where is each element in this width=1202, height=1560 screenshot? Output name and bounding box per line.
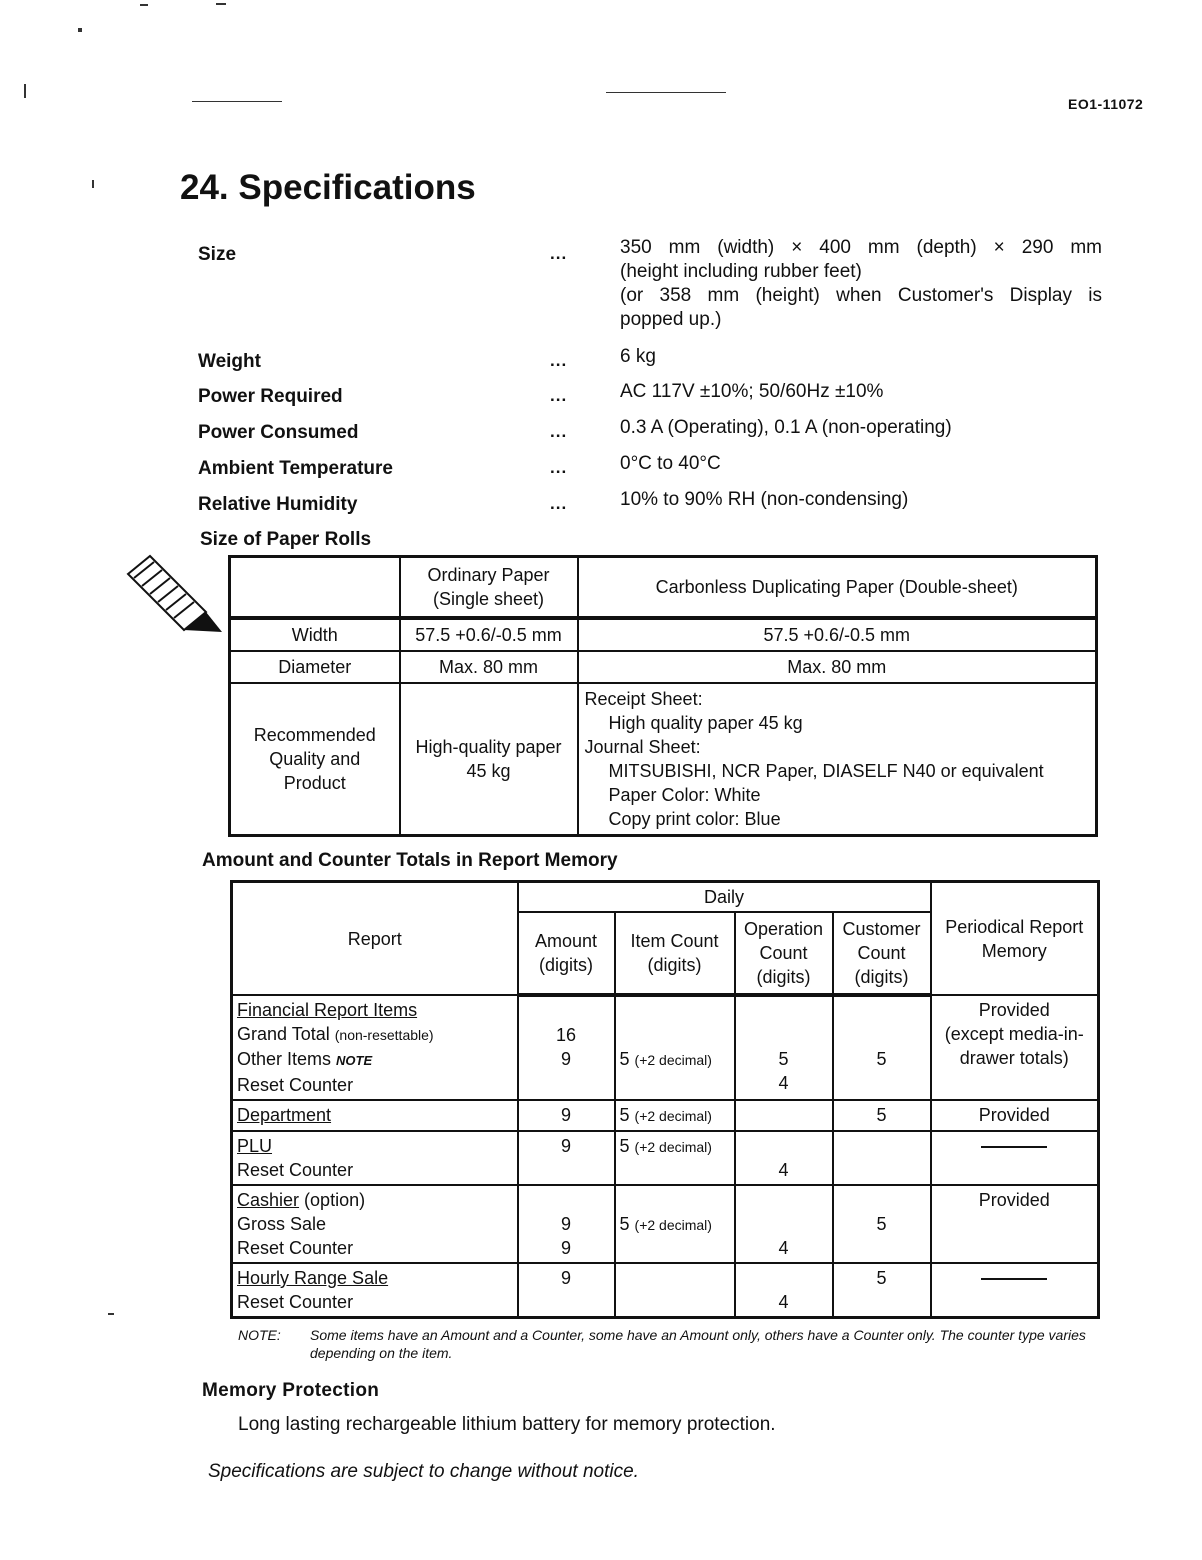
spec-label-weight: Weight — [198, 351, 261, 372]
journal-line: Paper Color: White — [608, 785, 761, 805]
item-count-value — [620, 1047, 730, 1072]
col-header-carbonless: Carbonless Duplicating Paper (Double-sheet) — [578, 557, 1097, 619]
department-item-count — [615, 1100, 735, 1131]
periodical-line: Provided — [978, 1190, 1050, 1210]
table-row — [232, 1185, 1099, 1263]
header-line: Count — [759, 943, 808, 963]
col-header-operation-count — [735, 912, 833, 995]
department-customer-count: 5 — [833, 1100, 931, 1131]
header-line: (digits) — [756, 967, 811, 987]
item-count-digits: 5 — [619, 1136, 630, 1156]
spec-size-line: (or 358 mm (height) when Customer's Display is — [620, 285, 1102, 306]
blank-line — [740, 1134, 828, 1158]
header-line: Ordinary Paper — [427, 565, 550, 585]
amount-value: 9 — [560, 1214, 571, 1234]
table-row — [230, 618, 1097, 651]
item-count-decimal: (+2 decimal) — [634, 1139, 712, 1155]
financial-operation-count — [735, 995, 833, 1100]
col-header-daily: Daily — [518, 882, 931, 913]
page-title: 24. Specifications — [180, 168, 476, 207]
spec-value-size — [620, 236, 1102, 332]
report-plu — [232, 1131, 518, 1185]
operation-value: 4 — [778, 1292, 789, 1312]
amount-value: 9 — [560, 1049, 571, 1069]
label-line: Recommended — [253, 725, 376, 745]
receipt-value: High quality paper 45 kg — [608, 713, 803, 733]
hourly-item-count — [615, 1263, 735, 1318]
cell-width-ordinary: 57.5 +0.6/-0.5 mm — [400, 618, 578, 651]
col-header-periodical — [931, 882, 1099, 996]
leader-dots: ... — [550, 386, 568, 405]
customer-value: 5 — [876, 1214, 887, 1234]
operation-value: 4 — [778, 1160, 789, 1180]
gross-sale-label: Gross Sale — [237, 1214, 327, 1234]
header-line: Operation — [743, 919, 824, 939]
scan-speck — [216, 3, 226, 5]
report-cashier — [232, 1185, 518, 1263]
plu-operation-count — [735, 1131, 833, 1185]
row-label-width: Width — [230, 618, 400, 651]
plu-item-count — [615, 1131, 735, 1185]
cell-recommended-ordinary — [400, 683, 578, 836]
reset-counter-label: Reset Counter — [237, 1075, 354, 1095]
leader-dots: ... — [550, 244, 568, 263]
department-title: Department — [237, 1105, 332, 1125]
scan-speck — [140, 4, 148, 6]
label-line: Quality and — [269, 749, 361, 769]
amount-value: 9 — [560, 1238, 571, 1258]
report-financial — [232, 995, 518, 1100]
table-row — [230, 683, 1097, 836]
col-header-item-count — [615, 912, 735, 995]
other-items-label — [237, 1047, 513, 1073]
header-line: Customer — [842, 919, 921, 939]
header-line: Item Count — [630, 931, 719, 951]
blank-line — [740, 1266, 828, 1290]
scan-speck — [92, 180, 94, 188]
blank-line — [523, 999, 610, 1023]
cashier-suffix: (option) — [304, 1190, 366, 1210]
other-items-note: NOTE — [336, 1053, 373, 1068]
blank-line — [740, 1023, 828, 1047]
spec-value-weight: 6 kg — [620, 346, 656, 367]
item-count-digits: 5 — [619, 1214, 630, 1234]
hourly-operation-count — [735, 1263, 833, 1318]
blank-line — [620, 999, 730, 1023]
scan-speck — [192, 101, 282, 102]
blank-line — [740, 1212, 828, 1236]
cell-diameter-carbonless: Max. 80 mm — [578, 651, 1097, 683]
spec-size-line: (height including rubber feet) — [620, 261, 862, 282]
periodical-line: Provided — [978, 1000, 1050, 1020]
report-memory-table — [230, 880, 1100, 1319]
amount-value: 16 — [555, 1025, 577, 1045]
blank-line — [838, 1188, 926, 1212]
other-items-text: Other Items — [237, 1049, 332, 1069]
header-line: (Single sheet) — [432, 589, 545, 609]
periodical-line: drawer totals) — [959, 1048, 1069, 1068]
col-header-customer-count — [833, 912, 931, 995]
scan-speck — [24, 84, 26, 98]
hourly-title: Hourly Range Sale — [237, 1268, 389, 1288]
cell-recommended-carbonless — [578, 683, 1097, 836]
label-line: Product — [283, 773, 346, 793]
leader-dots: ... — [550, 458, 568, 477]
table-row — [232, 1131, 1099, 1185]
blank-line — [740, 999, 828, 1023]
row-label-recommended — [230, 683, 400, 836]
financial-item-count — [615, 995, 735, 1100]
header-line: (digits) — [538, 955, 593, 975]
header-line: (digits) — [854, 967, 909, 987]
operation-value: 5 — [778, 1049, 789, 1069]
blank-line — [620, 1023, 730, 1047]
spec-size-line: popped up.) — [620, 309, 722, 330]
note-label: NOTE: — [238, 1327, 281, 1343]
reset-counter-label: Reset Counter — [237, 1160, 354, 1180]
spec-label-ambient-temperature: Ambient Temperature — [198, 458, 393, 479]
department-operation-count — [735, 1100, 833, 1131]
blank-line — [838, 1023, 926, 1047]
spec-value-power-consumed: 0.3 A (Operating), 0.1 A (non-operating) — [620, 417, 952, 438]
operation-value: 4 — [778, 1238, 789, 1258]
header-line: Amount — [534, 931, 598, 951]
plu-periodical — [931, 1131, 1099, 1185]
plu-title: PLU — [237, 1136, 273, 1156]
memory-protection-text: Long lasting rechargeable lithium battery for memory protection. — [238, 1414, 776, 1435]
reset-counter-label: Reset Counter — [237, 1292, 354, 1312]
value-line: High-quality paper — [415, 737, 562, 757]
cell-width-carbonless: 57.5 +0.6/-0.5 mm — [578, 618, 1097, 651]
grand-total-note: (non-resettable) — [334, 1027, 434, 1043]
disclaimer: Specifications are subject to change without notice. — [208, 1461, 639, 1482]
leader-dots: ... — [550, 351, 568, 370]
blank-line — [523, 1188, 610, 1212]
cell-diameter-ordinary: Max. 80 mm — [400, 651, 578, 683]
spec-value-power-required: AC 117V ±10%; 50/60Hz ±10% — [620, 381, 884, 402]
paper-rolls-heading: Size of Paper Rolls — [200, 529, 372, 550]
plu-customer-count — [833, 1131, 931, 1185]
leader-dots: ... — [550, 494, 568, 513]
item-count-value — [620, 1212, 730, 1237]
department-periodical: Provided — [931, 1100, 1099, 1131]
memory-protection-heading: Memory Protection — [202, 1380, 380, 1401]
header-line: (digits) — [647, 955, 702, 975]
not-provided-dash — [981, 1146, 1047, 1148]
item-count-digits: 5 — [619, 1049, 630, 1069]
report-department — [232, 1100, 518, 1131]
customer-value: 5 — [876, 1049, 887, 1069]
journal-line: MITSUBISHI, NCR Paper, DIASELF N40 or equivalent — [608, 761, 1044, 781]
not-provided-dash — [981, 1278, 1047, 1280]
col-header-amount — [518, 912, 615, 995]
operation-value: 4 — [778, 1073, 789, 1093]
reset-counter-label: Reset Counter — [237, 1238, 354, 1258]
table-row — [232, 1263, 1099, 1318]
financial-title: Financial Report Items — [237, 1000, 418, 1020]
item-count-decimal: (+2 decimal) — [634, 1108, 712, 1124]
table-row — [230, 557, 1097, 619]
scan-speck — [606, 92, 726, 93]
cashier-periodical — [931, 1185, 1099, 1263]
item-count-digits: 5 — [619, 1105, 630, 1125]
blank-line — [620, 1188, 730, 1212]
document-id: EO1-11072 — [1068, 96, 1144, 112]
paper-rolls-table — [228, 555, 1098, 837]
table-row — [230, 651, 1097, 683]
grand-total-label — [237, 1022, 513, 1047]
header-line: Memory — [981, 940, 1047, 961]
financial-customer-count — [833, 995, 931, 1100]
periodical-line: (except media-in- — [944, 1024, 1084, 1044]
report-hourly — [232, 1263, 518, 1318]
item-count-value — [620, 1134, 730, 1159]
cashier-customer-count — [833, 1185, 931, 1263]
spec-label-relative-humidity: Relative Humidity — [198, 494, 358, 515]
spec-label-size: Size — [198, 244, 237, 265]
report-memory-heading: Amount and Counter Totals in Report Memory — [202, 850, 618, 871]
cashier-item-count — [615, 1185, 735, 1263]
item-count-decimal: (+2 decimal) — [634, 1217, 712, 1233]
blank-line — [838, 999, 926, 1023]
row-label-diameter: Diameter — [230, 651, 400, 683]
department-amount: 9 — [518, 1100, 615, 1131]
note-text: Some items have an Amount and a Counter, some have an Amount only, others have a Counter only. The counter type varies depending on the item. — [310, 1327, 1086, 1361]
col-header-ordinary — [400, 557, 578, 619]
cashier-amount — [518, 1185, 615, 1263]
hourly-periodical — [931, 1263, 1099, 1318]
table-row — [232, 1100, 1099, 1131]
col-header-report: Report — [232, 882, 518, 996]
journal-line: Copy print color: Blue — [608, 809, 781, 829]
hourly-amount — [518, 1263, 615, 1318]
scan-speck — [108, 1313, 114, 1315]
table-row — [232, 882, 1099, 913]
spec-label-power-consumed: Power Consumed — [198, 422, 359, 443]
spec-value-relative-humidity: 10% to 90% RH (non-condensing) — [620, 489, 909, 510]
header-line: Count — [857, 943, 906, 963]
value-line: 45 kg — [466, 761, 511, 781]
receipt-label: Receipt Sheet: — [584, 689, 703, 709]
customer-value: 5 — [876, 1268, 887, 1288]
header-line: Periodical Report — [945, 916, 1084, 937]
amount-value: 9 — [560, 1136, 571, 1156]
cashier-title: Cashier — [237, 1190, 300, 1210]
leader-dots: ... — [550, 422, 568, 441]
amount-value: 9 — [560, 1268, 571, 1288]
table-row — [232, 995, 1099, 1100]
item-count-decimal: (+2 decimal) — [634, 1052, 712, 1068]
scan-speck — [78, 28, 82, 32]
revision-arrow-icon — [122, 552, 226, 636]
spec-label-power-required: Power Required — [198, 386, 343, 407]
spec-size-line: 350 mm (width) × 400 mm (depth) × 290 mm — [620, 237, 1102, 258]
spec-value-ambient-temperature: 0°C to 40°C — [620, 453, 721, 474]
cashier-title-line — [237, 1188, 513, 1212]
cashier-operation-count — [735, 1185, 833, 1263]
blank-line — [740, 1188, 828, 1212]
plu-amount — [518, 1131, 615, 1185]
financial-amount — [518, 995, 615, 1100]
hourly-customer-count — [833, 1263, 931, 1318]
financial-periodical — [931, 995, 1099, 1100]
journal-label: Journal Sheet: — [584, 737, 701, 757]
table-corner-cell — [230, 557, 400, 619]
grand-total-text: Grand Total — [237, 1024, 330, 1044]
